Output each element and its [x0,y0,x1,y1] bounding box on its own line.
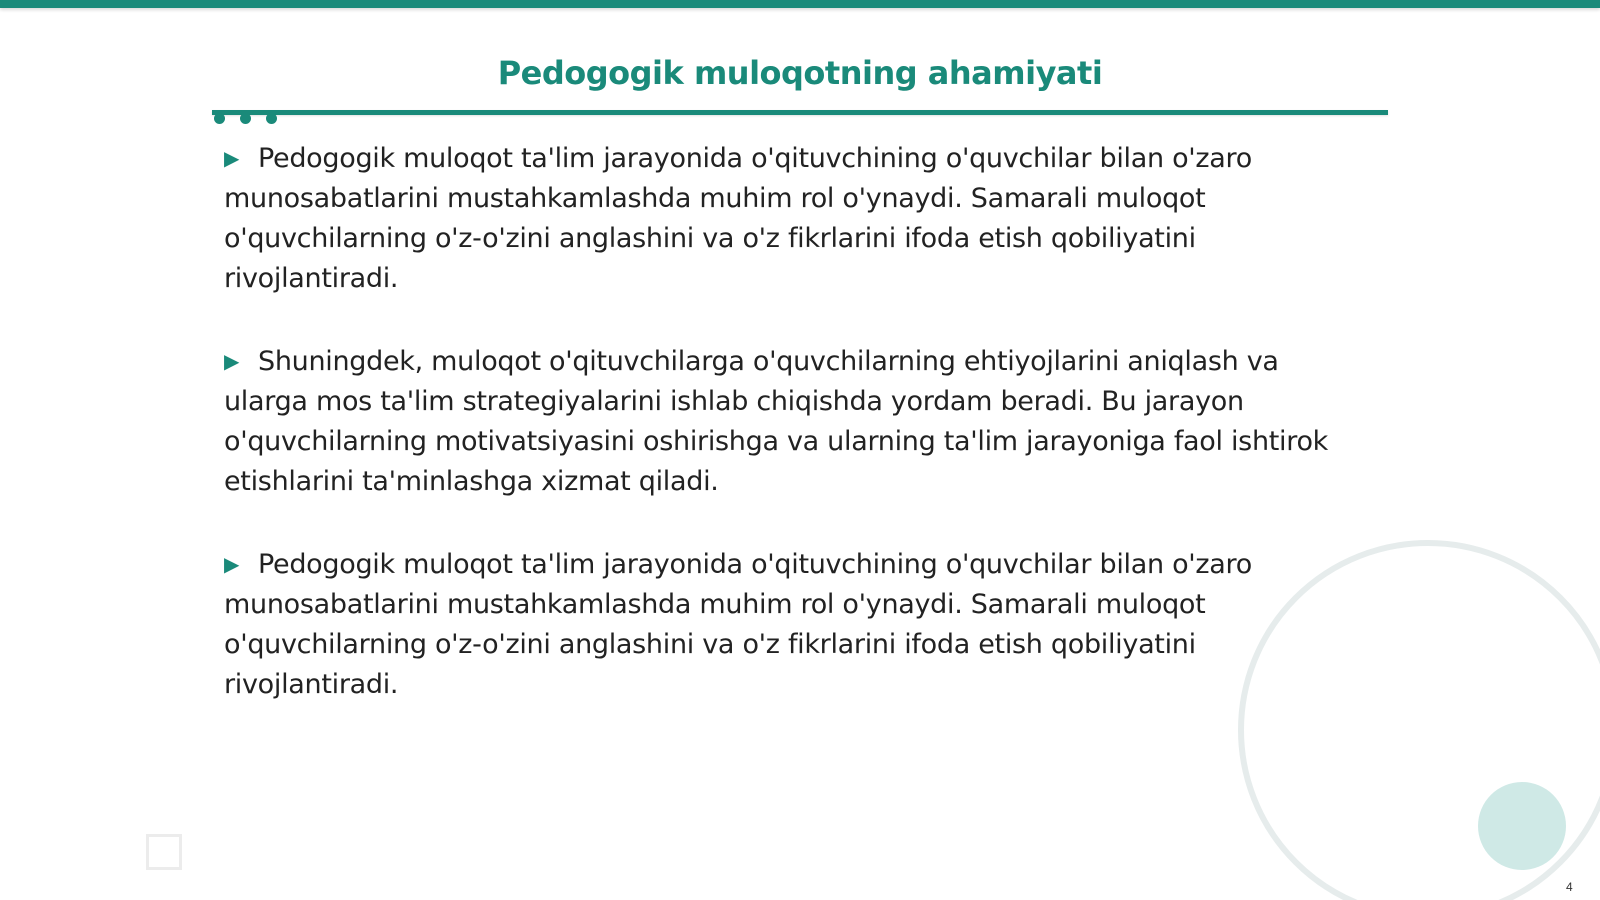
title-underline [212,110,1388,115]
bullet-paragraph [224,341,1354,502]
decor-dot [240,113,251,124]
decor-dot [214,113,225,124]
page-number: 4 [1566,880,1573,894]
decor-square [146,834,182,870]
decor-dot [266,113,277,124]
triangle-bullet-icon: ▶ [224,349,240,373]
triangle-bullet-icon: ▶ [224,552,240,576]
paragraph-text: Pedogogik muloqot ta'lim jarayonida o'qituvchining o'quvchilar bilan o'zaro munosabatlarini mustahkamlashda muhim rol o'ynaydi. Samarali muloqot o'quvchilarning o'z-o'zini anglashini va o'z fikrlarini ifoda etish qobiliyatini rivojlantiradi. [224,549,1252,700]
bullet-paragraph [224,544,1354,705]
bullet-list [224,138,1354,747]
paragraph-text: Shuningdek, muloqot o'qituvchilarga o'quvchilarning ehtiyojlarini aniqlash va ularga mos ta'lim strategiyalarini ishlab chiqishda yordam beradi. Bu jarayon o'quvchilarning motivatsiyasini oshirishga va ularning ta'lim jarayoniga faol ishtirok etishlarini ta'minlashga xizmat qiladi. [224,346,1329,497]
triangle-bullet-icon: ▶ [224,146,240,170]
slide-title: Pedogogik muloqotning ahamiyati [497,54,1103,92]
bullet-paragraph [224,138,1354,299]
decor-circle [1478,782,1566,870]
top-accent-bar [0,0,1600,8]
paragraph-text: Pedogogik muloqot ta'lim jarayonida o'qituvchining o'quvchilar bilan o'zaro munosabatlarini mustahkamlashda muhim rol o'ynaydi. Samarali muloqot o'quvchilarning o'z-o'zini anglashini va o'z fikrlarini ifoda etish qobiliyatini rivojlantiradi. [224,143,1252,294]
